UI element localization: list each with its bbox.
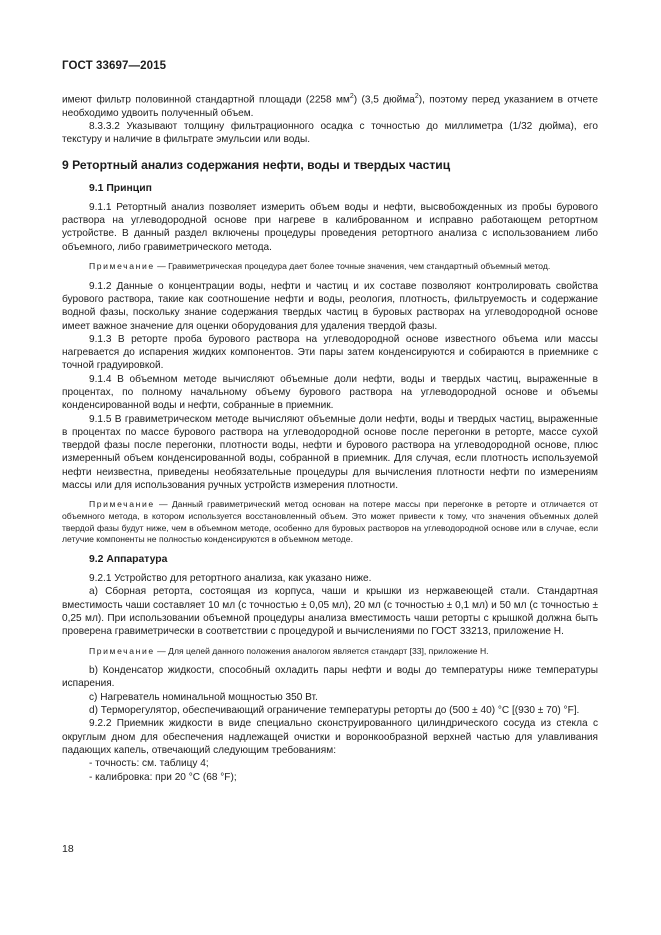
- document-code-header: ГОСТ 33697—2015: [62, 60, 167, 72]
- paragraph-9-2-2: 9.2.2 Приемник жидкости в виде специально сконструированного цилиндрического сосуда из стекла с округлым дном для обеспечения надлежащей очистки и воронкообразной верхней частью для улавливания падающих капель, отвечающий следующим требованиям:: [62, 718, 598, 756]
- paragraph-8-3-3-2: 8.3.3.2 Указывают толщину фильтрационного осадка с точностью до миллиметра (1/32 дюйма), его текстуру и наличие в фильтрате эмульсии или воды.: [62, 120, 598, 146]
- paragraph-9-1-5: 9.1.5 В гравиметрическом методе вычисляют объемные доли нефти, воды и твердых частиц, выраженные в процентах по массе бурового раствора на углеводородной основе после перегонки в реторте, массе сухой твердой фазы после перегонки, плотности воды, нефти и бурового раствора на углеводородной основе, плюс измеренный объем конденсированной воды, собранной в приемник. Для случая, если плотность используемой нефти неизвестна, приведены необязательные процедуры для вычисления плотности нефти по измерениям массы или для использования ручных устройств измерения плотности.: [62, 413, 598, 492]
- continued-paragraph: имеют фильтр половинной стандартной площади (2258 $мм^2$) (3,5 дюйма$^2$), поэтому перед указанием в отчете необходимо удвоить полученный объем.: [62, 93, 599, 119]
- page-body: [62, 90, 598, 784]
- paragraph-9-1-4: 9.1.4 В объемном методе вычисляют объемные доли нефти, воды и твердых частиц, выраженные в процентах, по полному начальному объему бурового раствора на углеводородной основе и объемы конденсированной воды и нефти, собранные в приемник.: [62, 373, 598, 412]
- item-c-heater: c) Нагреватель номинальной мощностью 350 Вт.: [89, 691, 318, 703]
- paragraph-9-2-1: 9.2.1 Устройство для ретортного анализа, как указано ниже.: [89, 573, 372, 585]
- paragraph-9-1-1: 9.1.1 Ретортный анализ позволяет измерить объем воды и нефти, высвобожденных из пробы бурового раствора на углеводородной основе при нагреве в калиброванном и исправно работающем ретортном устройстве. В данный раздел включены процедуры проведения ретортного анализа с использованием либо объемного, либо гравиметрического метода.: [62, 201, 598, 253]
- section-9-heading: 9 Ретортный анализ содержания нефти, воды и твердых частиц: [62, 157, 451, 172]
- subsection-9-2-heading: 9.2 Аппаратура: [89, 553, 168, 565]
- item-d-thermoregulator: d) Терморегулятор, обеспечивающий ограничение температуры реторты до (500 ± 40) °С [(930 ± 70) °F].: [89, 705, 580, 717]
- note-gravimetric-method: Примечание — Данный гравиметрический метод основан на потере массы при перегонке в реторте и отличается от объемного метода, в котором используется восстановленный объем. Это может привести к тому, что значения объемных долей твердой фазы будут ниже, чем в объемном методе, особенно для буровых растворов на углеводородной основе или в случае, если летучие компоненты не полностью конденсируются в объемном методе.: [62, 499, 598, 545]
- subsection-9-1-heading: 9.1 Принцип: [89, 182, 152, 194]
- note-standard-analog: Примечание — Для целей данного положения аналогом является стандарт [33], приложение Н.: [89, 645, 489, 656]
- page-number: 18: [62, 843, 74, 855]
- paragraph-9-1-2: 9.1.2 Данные о концентрации воды, нефти и частиц и их составе позволяют контролировать свойства бурового раствора, такие как соотношение нефти и воды, реология, плотность, фильтруемость и содержание водной фазы, поскольку знание содержания твердых частиц в буровых растворах на углеводородной основе имеет важное значение для оценки оборудования для удаления твердой фазы.: [62, 280, 598, 332]
- item-a-retort: a) Сборная реторта, состоящая из корпуса, чаши и крышки из нержавеющей стали. Стандартная вместимость чаши составляет 10 мл (с точностью ± 0,05 мл), 20 мл (с точностью ± 0,1 мл) и 50 мл (с точностью ± 0,25 мл). При использовании объемной процедуры анализа вместимость чаши реторты с крышкой должна быть проверена гравиметрически в соответствии с процедурой и вычислениями по ГОСТ 33213, приложение Н.: [62, 586, 598, 638]
- list-item-calibration: - калибровка: при 20 °С (68 °F);: [89, 771, 237, 783]
- paragraph-9-1-3: 9.1.3 В реторте проба бурового раствора на углеводородной основе известного объема или массы нагревается до испарения жидких компонентов. Эти пары затем конденсируются и собираются в приемнике с точной градуировкой.: [62, 333, 598, 372]
- note-gravimetric-accuracy: Примечание — Гравиметрическая процедура дает более точные значения, чем стандартный объемный метод.: [89, 261, 551, 272]
- list-item-accuracy: - точность: см. таблицу 4;: [89, 758, 209, 770]
- item-b-condenser: b) Конденсатор жидкости, способный охладить пары нефти и воды до температуры ниже температуры испарения.: [62, 665, 598, 690]
